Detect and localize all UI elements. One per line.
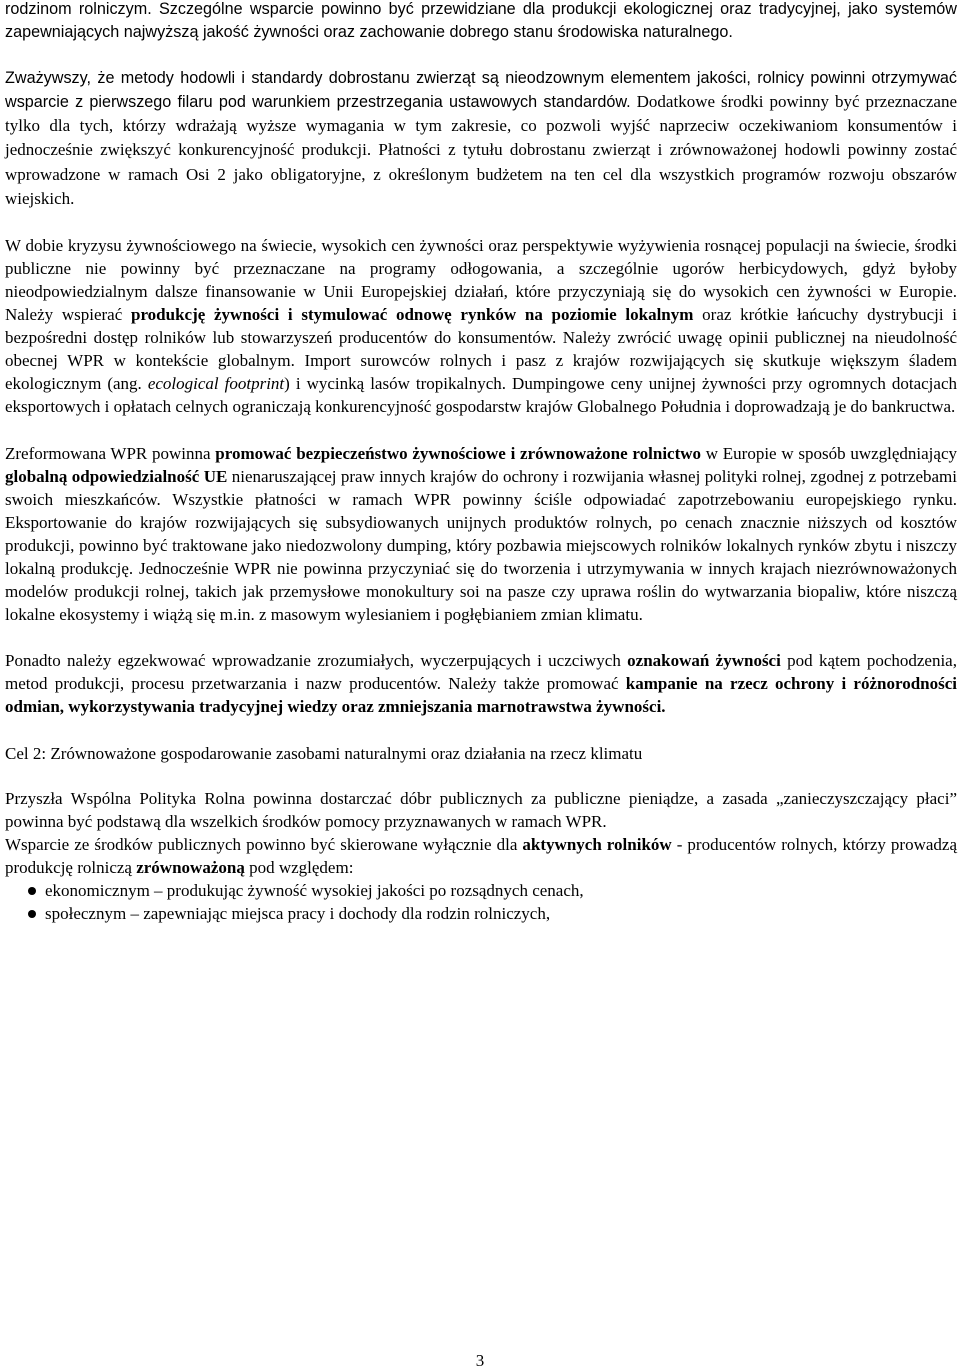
paragraph-text: pod kątem pochodzenia, metod produkcji, procesu przetwarzania i nazw producentów. Należy także promować — [5, 651, 957, 694]
paragraph-text: Zważywszy, że metody hodowli i standardy dobrostanu zwierząt są nieodzownym elementem jakości, rolnicy powinni otrzymywać wsparcie z pierwszego filaru pod warunkiem przestrzegania ustawowych standardów. — [5, 69, 957, 112]
bullet-list — [5, 879, 957, 925]
paragraph-text: Zreformowana WPR powinna — [5, 443, 216, 463]
paragraph-continuation — [5, 0, 957, 44]
page-number: 3 — [475, 1351, 485, 1370]
paragraph-text: - producentów rolnych, którzy prowadzą produkcję rolniczą — [5, 834, 957, 877]
italic-term: ecological footprint — [147, 374, 285, 394]
emphasis-text: promować bezpieczeństwo żywnościowe i zrównoważone rolnictwo — [215, 443, 702, 463]
paragraph-text: Dodatkowe środki powinny być przeznaczane tylko dla tych, którzy wdrażają wyższe wymagania w tym zakresie, co pozwoli wyjść naprzeciw oczekiwaniom konsumentów i jednocześnie zwiększyć konkurencyjność produkcji. — [5, 92, 958, 160]
paragraph-reformed-cap — [5, 442, 957, 627]
paragraph-text: pod względem: — [244, 857, 354, 877]
paragraph-text: Przyszła Wspólna Polityka Rolna powinna dostarczać dóbr publicznych za publiczne pieniądze, a zasada „zanieczyszczający płaci” powinna być podstawą dla wszelkich środków pomocy przyznawanych w ramach WPR. — [5, 788, 957, 831]
paragraph-animal-welfare — [5, 67, 957, 211]
paragraph-text: nienaruszającej praw innych krajów do ochrony i rozwijania własnej polityki rolnej, zgodnej z potrzebami swoich mieszkańców. Wszystkie płatności w ramach WPR powinny ściśle odpowiadać zapotrzebowaniu europejskiego rynku. Eksportowanie do krajów rozwijających się subsydiowanych unijnych produktów rolnych, po cenach znacznie niższych od kosztów produkcji, powinno być traktowane jako niedozwolony dumping, który pozbawia miejscowych rolników lokalnych rynków zbytu i niszczy lokalną produkcję. Jednocześnie WPR nie powinna przyczyniać się do tworzenia i utrzymywania w innych krajach niezrównoważonych modelów produkcji rolnej, takich jak przemysłowe monokultury soi na pasze czy uprawa roślin do wytwarzania biopaliw, które niszczą lokalne ekosystemy i wiążą się m.in. z masowym wylesianiem i pogłębianiem zmian klimatu. — [5, 466, 957, 625]
emphasis-text: produkcję żywności i stymulować odnowę rynków na poziomie lokalnym — [130, 305, 694, 325]
emphasis-text: oznakowań żywności — [627, 651, 781, 671]
emphasis-text: zrównoważoną — [136, 857, 245, 877]
paragraph-food-labelling — [5, 649, 957, 718]
list-item-text: społecznym – zapewniając miejsca pracy i dochody dla rodzin rolniczych, — [45, 904, 551, 924]
paragraph-active-farmers — [5, 833, 957, 879]
bullet-icon — [28, 910, 36, 918]
paragraph-text: W dobie kryzysu żywnościowego na świecie, wysokich cen żywności oraz perspektywie wyżywienia rosnącej populacji na świecie, środki publiczne nie powinny być przeznaczane na programy odłogowania, a szczególnie ugorów herbicydowych, gdyż byłoby nieodpowiedzialnym dalsze finansowanie w Unii Europejskiej działań, które przyczyniają się do wysokich cen żywności w Europie. Należy wspierać — [5, 235, 957, 325]
list-item — [5, 879, 957, 902]
heading-text: Cel 2: Zrównoważone gospodarowanie zasobami naturalnymi oraz działania na rzecz klimatu — [5, 743, 643, 763]
list-item-text: ekonomicznym – produkując żywność wysokiej jakości po rozsądnych cenach, — [45, 881, 584, 900]
emphasis-text: kampanie na rzecz ochrony i różnorodności odmian, wykorzystywania tradycyjnej wiedzy oraz zmniejszania marnotrawstwa żywności. — [5, 674, 957, 717]
list-item — [5, 902, 957, 925]
paragraph-text: rodzinom rolniczym. Szczególne wsparcie powinno być przewidziane dla produkcji ekologicznej oraz tradycyjnej, jako systemów zapewniających najwyższą jakość żywności oraz zachowanie dobrego stanu środowiska naturalnego. — [5, 0, 957, 42]
emphasis-text: globalną odpowiedzialność UE — [5, 466, 228, 486]
section-heading — [5, 742, 957, 765]
paragraph-text: oraz krótkie łańcuchy dystrybucji i bezpośredni dostęp rolników lub stowarzyszeń producentów do konsumentów. Należy zwrócić uwagę opinii publicznej na nieudolność obecnej WPR w kontekście globalnym. Import surowców rolnych i pasz z krajów rozwijających się skutkuje większym śladem ekologicznym (ang. — [5, 305, 957, 394]
bullet-icon — [28, 887, 36, 895]
paragraph-text: Ponadto należy egzekwować wprowadzanie zrozumiałych, wyczerpujących i uczciwych — [5, 651, 628, 671]
paragraph-public-goods — [5, 787, 957, 833]
document-page — [5, 0, 957, 925]
paragraph-text: Wsparcie ze środków publicznych powinno być skierowane wyłącznie dla — [5, 834, 523, 854]
paragraph-food-crisis — [5, 234, 957, 419]
emphasis-text: aktywnych rolników — [522, 834, 672, 854]
paragraph-text: w Europie w sposób uwzględniający — [701, 443, 957, 463]
paragraph-text: ) i wycinką lasów tropikalnych. Dumpingowe ceny unijnej żywności przy ogromnych dotacjach eksportowych i opłatach celnych ograniczają konkurencyjność gospodarstw krajów Globalnego Południa i doprowadzają je do bankructwa. — [5, 374, 957, 417]
paragraph-text: Płatności z tytułu dobrostanu zwierząt i zrównoważonej hodowli powinny zostać wprowadzone w ramach Osi 2 jako obligatoryjne, z określonym budżetem na ten cel dla wszystkich programów rozwoju obszarów wiejskich. — [5, 140, 957, 208]
